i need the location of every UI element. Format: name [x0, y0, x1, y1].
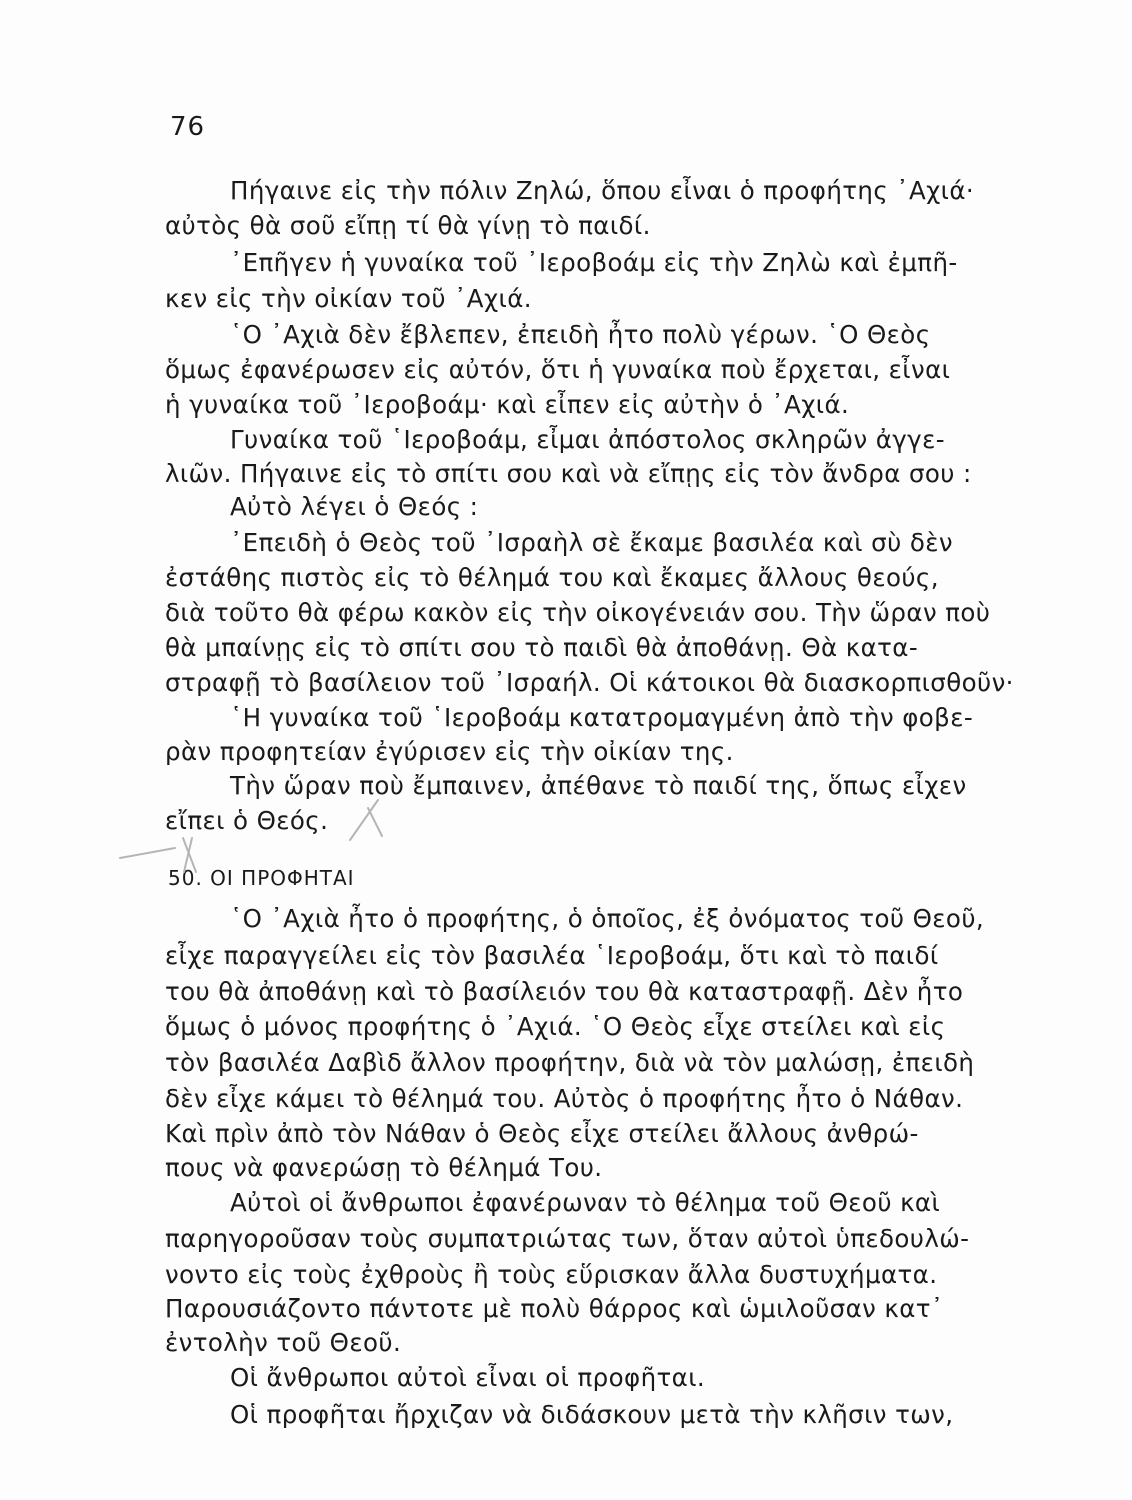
- text-line: αὐτὸς θὰ σοῦ εἴπῃ τί θὰ γίνῃ τὸ παιδί.: [165, 211, 651, 240]
- text-line: Γυναίκα τοῦ ῾Ιεροβοάμ, εἶμαι ἀπόστολος σκληρῶν ἀγγε-: [230, 425, 945, 454]
- section-heading: 50. ΟΙ ΠΡΟΦΗΤΑΙ: [168, 866, 355, 890]
- text-line: του θὰ ἀποθάνῃ καὶ τὸ βασίλειόν του θὰ καταστραφῇ. Δὲν ἦτο: [165, 977, 964, 1006]
- text-line: λιῶν. Πήγαινε εἰς τὸ σπίτι σου καὶ νὰ εἴπῃς εἰς τὸν ἄνδρα σου :: [165, 459, 972, 488]
- text-line: πους νὰ φανερώσῃ τὸ θέλημά Του.: [165, 1153, 603, 1182]
- text-line: Οἱ προφῆται ἤρχιζαν νὰ διδάσκουν μετὰ τὴν κλῆσιν των,: [230, 1400, 954, 1429]
- text-line: Καὶ πρὶν ἀπὸ τὸν Νάθαν ὁ Θεὸς εἶχε στείλει ἄλλους ἀνθρώ-: [165, 1119, 919, 1148]
- text-line: ῾Ο ᾿Αχιὰ δὲν ἔβλεπεν, ἐπειδὴ ἦτο πολὺ γέρων. ῾Ο Θεὸς: [230, 320, 931, 349]
- text-line: εἴπει ὁ Θεός.: [165, 806, 329, 835]
- text-line: στραφῇ τὸ βασίλειον τοῦ ᾿Ισραήλ. Οἱ κάτοικοι θὰ διασκορπισθοῦν·: [165, 668, 1014, 697]
- text-line: Παρουσιάζοντο πάντοτε μὲ πολὺ θάρρος καὶ ὡμιλοῦσαν κατ᾿: [165, 1294, 944, 1323]
- text-line: ὅμως ἐφανέρωσεν εἰς αὐτόν, ὅτι ἡ γυναίκα ποὺ ἔρχεται, εἶναι: [165, 355, 951, 384]
- text-line: ῾Η γυναίκα τοῦ ῾Ιεροβοάμ κατατρομαγμένη ἀπὸ τὴν φοβε-: [230, 703, 974, 732]
- text-line: Τὴν ὥραν ποὺ ἔμπαινεν, ἀπέθανε τὸ παιδί της, ὅπως εἶχεν: [230, 771, 967, 800]
- page-number: 76: [170, 112, 206, 142]
- text-line: παρηγοροῦσαν τοὺς συμπατριώτας των, ὅταν αὐτοὶ ὑπεδουλώ-: [165, 1224, 970, 1253]
- text-line: Αὐτοὶ οἱ ἄνθρωποι ἐφανέρωναν τὸ θέλημα τοῦ Θεοῦ καὶ: [230, 1188, 941, 1217]
- text-line: Πήγαινε εἰς τὴν πόλιν Ζηλώ, ὅπου εἶναι ὁ προφήτης ᾿Αχιά·: [230, 176, 975, 205]
- text-line: εἶχε παραγγείλει εἰς τὸν βασιλέα ῾Ιεροβοάμ, ὅτι καὶ τὸ παιδί: [165, 941, 939, 970]
- text-line: Οἱ ἄνθρωποι αὐτοὶ εἶναι οἱ προφῆται.: [230, 1363, 706, 1392]
- text-line: διὰ τοῦτο θὰ φέρω κακὸν εἰς τὴν οἰκογένειάν σου. Τὴν ὥραν ποὺ: [165, 598, 991, 627]
- text-line: ἐστάθης πιστὸς εἰς τὸ θέλημά του καὶ ἔκαμες ἄλλους θεούς,: [165, 563, 939, 592]
- text-line: Αὐτὸ λέγει ὁ Θεός :: [230, 492, 479, 521]
- text-line: ἐντολὴν τοῦ Θεοῦ.: [165, 1328, 402, 1357]
- text-line: νοντο εἰς τοὺς ἐχθροὺς ἢ τοὺς εὕρισκαν ἄλλα δυστυχήματα.: [165, 1260, 938, 1289]
- text-line: ρὰν προφητείαν ἐγύρισεν εἰς τὴν οἰκίαν της.: [165, 737, 734, 766]
- text-line: τὸν βασιλέα Δαβὶδ ἄλλον προφήτην, διὰ νὰ τὸν μαλώσῃ, ἐπειδὴ: [165, 1048, 975, 1077]
- text-line: ὅμως ὁ μόνος προφήτης ὁ ᾿Αχιά. ῾Ο Θεὸς εἶχε στείλει καὶ εἰς: [165, 1012, 946, 1041]
- text-line: κεν εἰς τὴν οἰκίαν τοῦ ᾿Αχιά.: [165, 284, 532, 313]
- text-line: δὲν εἶχε κάμει τὸ θέλημά του. Αὐτὸς ὁ προφήτης ἦτο ὁ Νάθαν.: [165, 1084, 964, 1113]
- text-line: ᾿Επειδὴ ὁ Θεὸς τοῦ ᾿Ισραὴλ σὲ ἔκαμε βασιλέα καὶ σὺ δὲν: [230, 528, 953, 557]
- text-line: ῾Ο ᾿Αχιὰ ἦτο ὁ προφήτης, ὁ ὁποῖος, ἐξ ὀνόματος τοῦ Θεοῦ,: [230, 904, 985, 933]
- text-line: θὰ μπαίνῃς εἰς τὸ σπίτι σου τὸ παιδὶ θὰ ἀποθάνῃ. Θὰ κατα-: [165, 633, 919, 662]
- text-line: ἡ γυναίκα τοῦ ᾿Ιεροβοάμ· καὶ εἶπεν εἰς αὐτὴν ὁ ᾿Αχιά.: [165, 390, 850, 419]
- text-line: ᾿Επῆγεν ἡ γυναίκα τοῦ ᾿Ιεροβοάμ εἰς τὴν Ζηλὼ καὶ ἐμπῆ-: [230, 248, 958, 277]
